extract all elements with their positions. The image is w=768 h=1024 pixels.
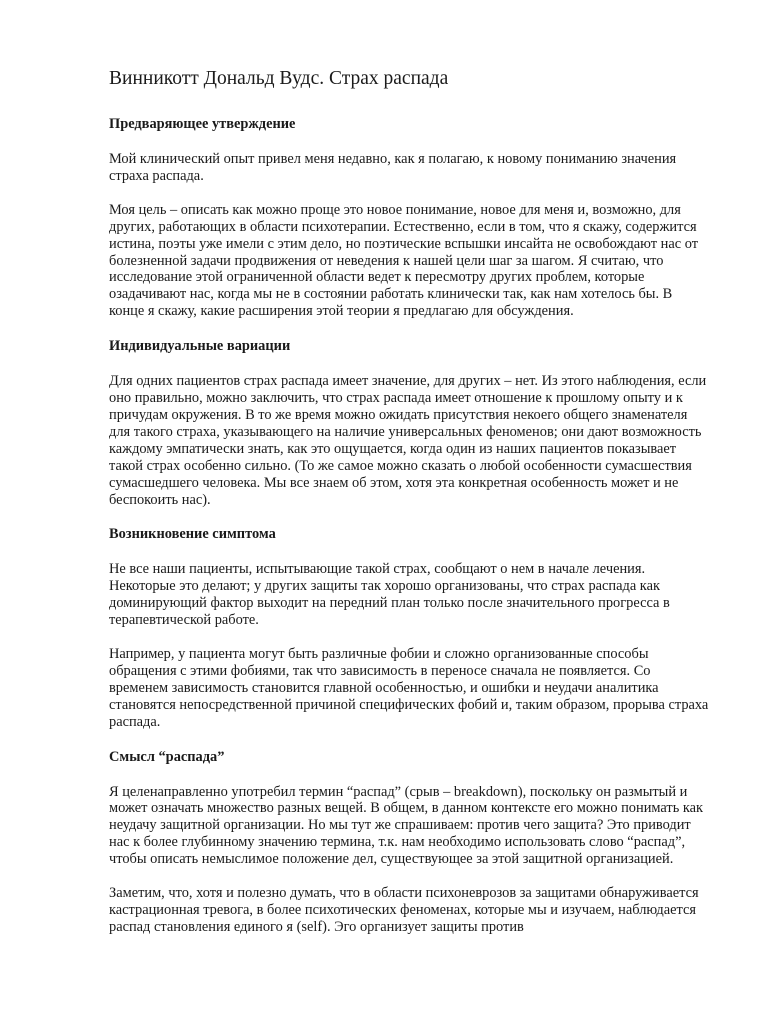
paragraph: Я целенаправленно употребил термин “распад” (срыв – breakdown), поскольку он размытый и может означать множество разных вещей. В общем, в данном контексте его можно понимать как неудачу защитной организации. Но мы тут же спрашиваем: против чего защита? Это приводит нас к более глубинному значению термина, т.к. нам необходимо использовать слово “распад”, чтобы описать немыслимое положение дел, существующее за этой защитной организацией. (109, 783, 704, 868)
paragraph: Заметим, что, хотя и полезно думать, что в области психоневрозов за защитами обнаруживается кастрационная тревога, в более психотических феноменах, которые мы и изучаем, наблюдается распад становления единого я (self). Эго организует защиты против (109, 885, 699, 935)
document-title: Винникотт Дональд Вудс. Страх распада (109, 68, 449, 89)
paragraph: Не все наши пациенты, испытывающие такой страх, сообщают о нем в начале лечения. Некоторые это делают; у других защиты так хорошо организованы, что страх распада как доминирующий фактор выходит на передний план только после значительного прогресса в терапевтической работе. (109, 561, 670, 629)
section-heading-meaning-of-breakdown: Смысл “распада” (109, 748, 225, 765)
section-heading-preface: Предваряющее утверждение (109, 116, 296, 132)
paragraph: Например, у пациента могут быть различные фобии и сложно организованные способы обращения с этими фобиями, так что зависимость в переносе сначала не появляется. Со временем зависимость становится главной особенностью, и ошибки и неудачи аналитика становятся непосредственной причиной специфических фобий и, таким образом, прорыва страха распада. (109, 646, 709, 730)
section-heading-individual-variations: Индивидуальные вариации (109, 338, 291, 355)
section-heading-symptom-onset: Возникновение симптома (109, 526, 276, 543)
paragraph: Для одних пациентов страх распада имеет значение, для других – нет. Из этого наблюдения, если оно правильно, можно заключить, что страх распада имеет отношение к прошлому опыту и к причудам окружения. В то же время можно ожидать присутствия некоего общего знаменателя для такого страха, указывающего на наличие универсальных феноменов; они дают возможность каждому эмпатически знать, как это ощущается, когда один из наших пациентов показывает такой страх особенно сильно. (То же самое можно сказать о любой особенности сумасшествия сумасшедшего человека. Мы все знаем об этом, хотя эта конкретная особенность может и не беспокоить нас). (109, 373, 707, 508)
paragraph: Моя цель – описать как можно проще это новое понимание, новое для меня и, возможно, для других, работающих в области психотерапии. Естественно, если в том, что я скажу, содержится истина, поэты уже имели с этим дело, но поэтические вспышки инсайта не освобождают нас от болезненной задачи продвижения от неведения к нашей цели шаг за шагом. Я считаю, что исследование этой ограниченной области ведет к пересмотру других проблем, которые озадачивают нас, когда мы не в состоянии работать клинически так, как нам хотелось бы. В конце я скажу, какие расширения этой теории я предлагаю для обсуждения. (109, 201, 698, 320)
paragraph: Мой клинический опыт привел меня недавно, как я полагаю, к новому пониманию значения страха распада. (109, 151, 677, 184)
